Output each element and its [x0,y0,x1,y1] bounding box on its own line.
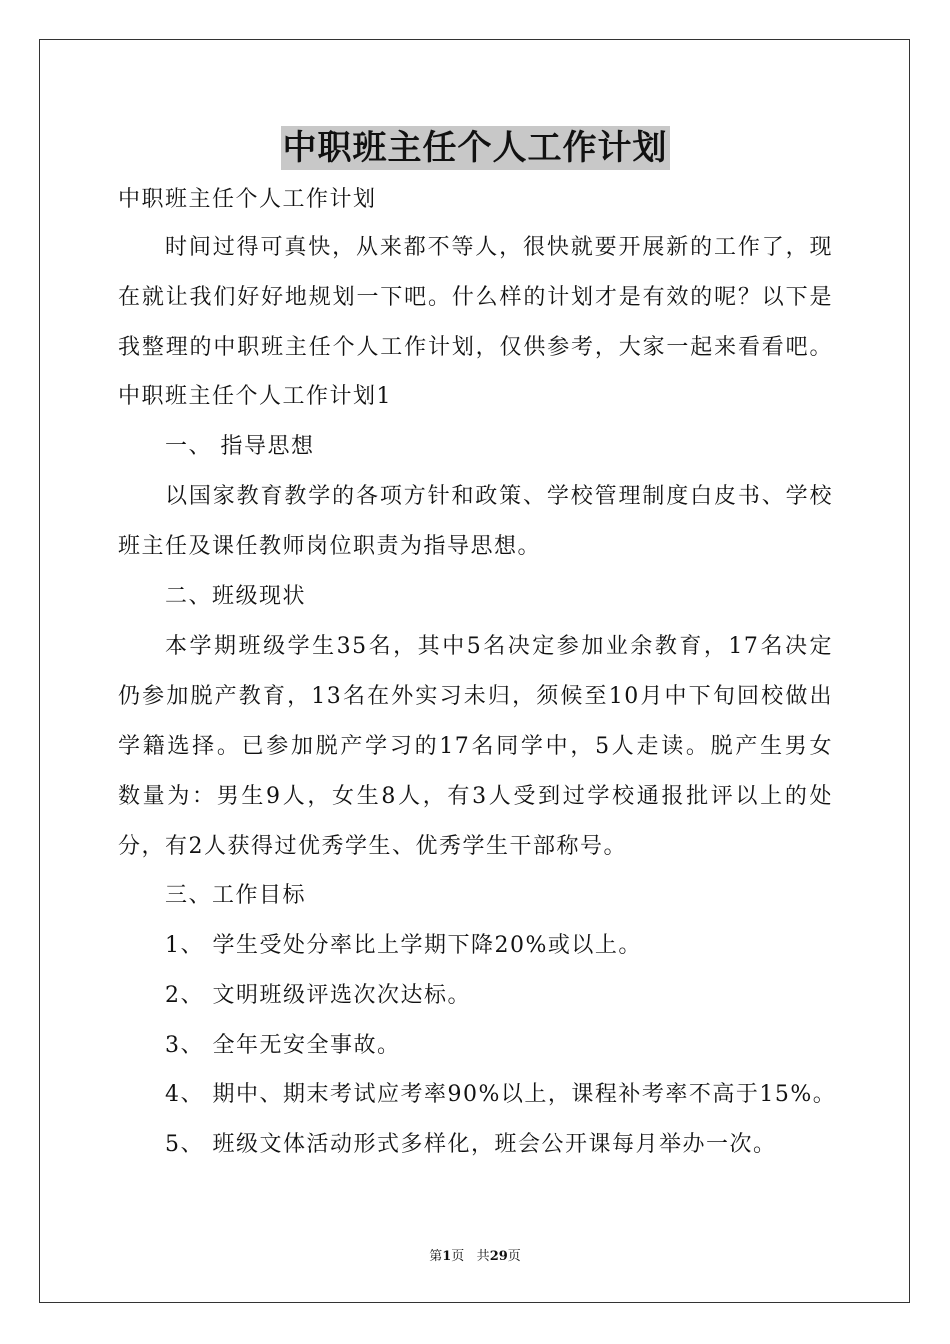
paragraph-line: 时间过得可真快，从来都不等人，很快就要开展新的工作了，现 [165,235,833,260]
list-item: 1、 学生受处分率比上学期下降20%或以上。 [165,933,642,958]
section-heading: 三、工作目标 [165,883,307,908]
paragraph-line: 分，有2人获得过优秀学生、优秀学生干部称号。 [118,834,627,859]
list-item: 5、 班级文体活动形式多样化，班会公开课每月举办一次。 [165,1132,777,1157]
paragraph-line: 班主任及课任教师岗位职责为指导思想。 [118,534,542,559]
paragraph-line: 我整理的中职班主任个人工作计划，仅供参考，大家一起来看看吧。 [118,335,833,360]
footer-page-suffix: 页 [451,1249,465,1264]
section-heading: 一、 指导思想 [165,434,315,459]
footer-total-prefix: 共 [476,1249,490,1264]
section-heading: 中职班主任个人工作计划1 [118,384,392,409]
paragraph-line: 在就让我们好好地规划一下吧。什么样的计划才是有效的呢？以下是 [118,285,833,310]
footer-page-number: 1 [442,1249,452,1264]
paragraph-line: 以国家教育教学的各项方针和政策、学校管理制度白皮书、学校 [165,484,833,509]
list-item: 3、 全年无安全事故。 [165,1033,401,1058]
paragraph-line: 仍参加脱产教育，13名在外实习未归，须候至10月中下旬回校做出 [118,684,833,709]
title-container [0,126,950,170]
paragraph-line: 学籍选择。已参加脱产学习的17名同学中，5人走读。脱产生男女 [118,734,833,759]
document-title: 中职班主任个人工作计划 [282,128,668,168]
footer-total-pages: 29 [489,1249,508,1264]
page-border [39,39,910,1303]
section-heading: 二、班级现状 [165,584,307,609]
page-footer [0,1248,950,1266]
list-item: 2、 文明班级评选次次达标。 [165,983,471,1008]
paragraph-line: 本学期班级学生35名，其中5名决定参加业余教育，17名决定 [165,634,833,659]
paragraph-line: 数量为：男生9人，女生8人，有3人受到过学校通报批评以上的处 [118,784,833,809]
footer-page-prefix: 第 [429,1249,443,1264]
footer-total-suffix: 页 [507,1249,521,1264]
list-item: 4、 期中、期末考试应考率90%以上，课程补考率不高于15%。 [165,1082,837,1107]
subtitle-line: 中职班主任个人工作计划 [118,187,377,212]
